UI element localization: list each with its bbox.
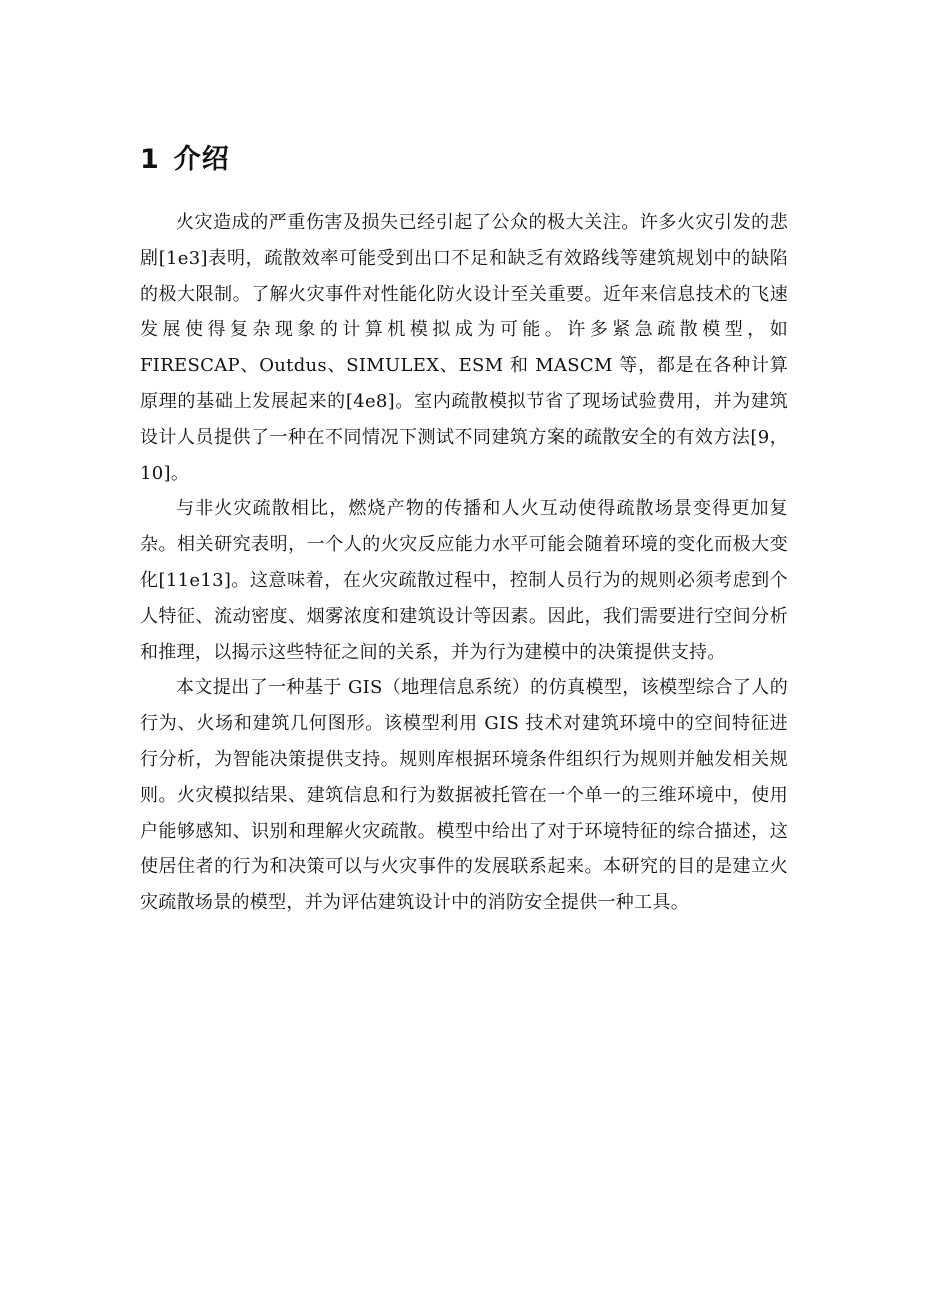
- section-number: 1: [140, 144, 160, 175]
- paragraph-1: 火灾造成的严重伤害及损失已经引起了公众的极大关注。许多火灾引发的悲剧[1e3]表明，疏散效率可能受到出口不足和缺乏有效路线等建筑规划中的缺陷的极大限制。了解火灾事件对性能化防火设计至关重要。近年来信息技术的飞速发展使得复杂现象的计算机模拟成为可能。许多紧急疏散模型，如 FIRESCAP、Outdus、SIMULEX、ESM 和 MASCM 等，都是在各种计算原理的基础上发展起来的[4e8]。室内疏散模拟节省了现场试验费用，并为建筑设计人员提供了一种在不同情况下测试不同建筑方案的疏散安全的有效方法[9，10]。: [140, 212, 788, 484]
- paragraph-2: 与非火灾疏散相比，燃烧产物的传播和人火互动使得疏散场景变得更加复杂。相关研究表明，一个人的火灾反应能力水平可能会随着环境的变化而极大变化[11e13]。这意味着，在火灾疏散过程中，控制人员行为的规则必须考虑到个人特征、流动密度、烟雾浓度和建筑设计等因素。因此，我们需要进行空间分析和推理，以揭示这些特征之间的关系，并为行为建模中的决策提供支持。: [140, 498, 788, 663]
- section-heading: [140, 140, 230, 180]
- body-text: [140, 205, 788, 921]
- paragraph-3: 本文提出了一种基于 GIS（地理信息系统）的仿真模型，该模型综合了人的行为、火场和建筑几何图形。该模型利用 GIS 技术对建筑环境中的空间特征进行分析，为智能决策提供支持。规则库根据环境条件组织行为规则并触发相关规则。火灾模拟结果、建筑信息和行为数据被托管在一个单一的三维环境中，使用户能够感知、识别和理解火灾疏散。模型中给出了对于环境特征的综合描述，这使居住者的行为和决策可以与火灾事件的发展联系起来。本研究的目的是建立火灾疏散场景的模型，并为评估建筑设计中的消防安全提供一种工具。: [140, 677, 788, 914]
- section-title: 介绍: [173, 144, 230, 175]
